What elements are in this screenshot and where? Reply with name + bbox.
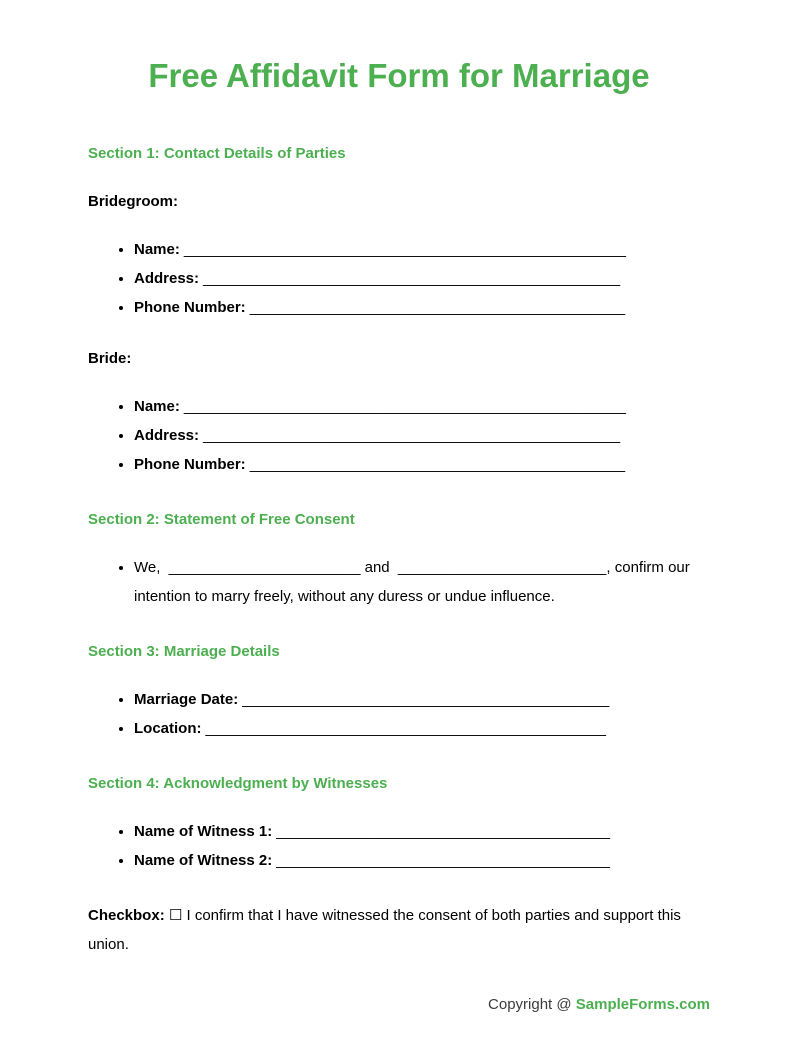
bride-field-list [88,392,710,479]
field-label: Name of Witness 1: [134,823,273,840]
field-label: Name: [134,398,180,415]
blank-line: ________________________________________________ [205,720,606,737]
checkbox-label: Checkbox: [88,907,165,924]
field-label: Address: [134,427,200,444]
bride-name-row [134,392,710,421]
sampleforms-link[interactable]: SampleForms.com [575,996,710,1013]
blank-line: _________________________ [397,559,607,576]
section2-heading: Section 2: Statement of Free Consent [88,511,355,528]
bridegroom-label: Bridegroom: [88,193,178,210]
blank-line: __________________________________________________ [203,270,621,287]
marriage-details-list [88,685,710,743]
document-title: Free Affidavit Form for Marriage [148,57,650,94]
witness1-row [134,817,710,846]
field-label: Phone Number: [134,299,246,316]
blank-line: _____________________________________________ [249,299,626,316]
checkbox-text: I confirm that I have witnessed the consent of both parties and support this union. [88,907,681,953]
blank-line: ________________________________________ [276,823,610,840]
consent-list [88,553,710,611]
blank-line: _____________________________________________________ [183,241,627,258]
field-label: Name: [134,241,180,258]
copyright-text: Copyright @ [488,996,572,1013]
field-label: Address: [134,270,200,287]
consent-statement [134,553,710,611]
field-label: Location: [134,720,202,737]
bride-phone-row [134,450,710,479]
location-row [134,714,710,743]
marriage-date-row [134,685,710,714]
footer [488,995,710,1015]
bride-label: Bride: [88,350,132,367]
checkbox-icon[interactable]: ☐ [168,907,183,924]
consent-we: We, [134,559,161,576]
checkbox-paragraph [88,901,710,959]
bridegroom-name-row [134,235,710,264]
blank-line: __________________________________________________ [203,427,621,444]
consent-and: and [364,559,390,576]
section1-heading: Section 1: Contact Details of Parties [88,145,346,162]
blank-line: ____________________________________________ [242,691,610,708]
field-label: Name of Witness 2: [134,852,273,869]
section4-heading: Section 4: Acknowledgment by Witnesses [88,775,388,792]
blank-line: _____________________________________________________ [183,398,627,415]
field-label: Marriage Date: [134,691,239,708]
consent-rest: , confirm our intention to marry freely, without any duress or undue influence. [134,559,690,605]
bridegroom-field-list [88,235,710,322]
bridegroom-address-row [134,264,710,293]
witness2-row [134,846,710,875]
section3-heading: Section 3: Marriage Details [88,643,280,660]
witness-list [88,817,710,875]
blank-line: ________________________________________ [276,852,610,869]
blank-line: _______________________ [168,559,361,576]
bride-address-row [134,421,710,450]
bridegroom-phone-row [134,293,710,322]
blank-line: _____________________________________________ [249,456,626,473]
field-label: Phone Number: [134,456,246,473]
